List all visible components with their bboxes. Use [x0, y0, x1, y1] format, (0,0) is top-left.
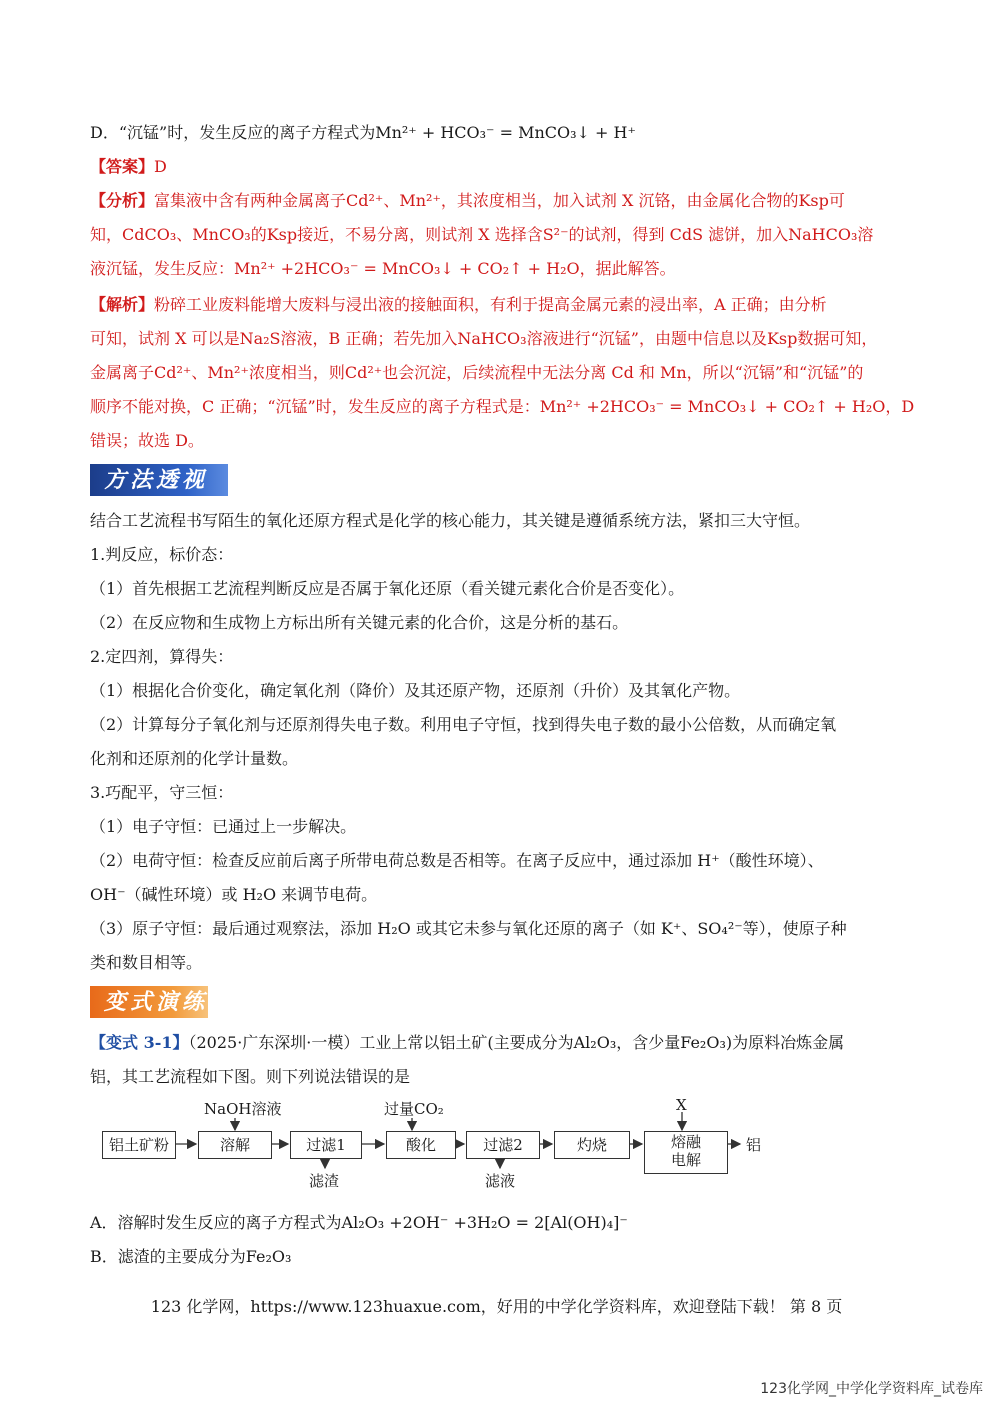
explanation-line-4: 顺序不能对换，C 正确；“沉锰”时，发生反应的离子方程式是：Mn²⁺ +2HCO₃⁻ = MnCO₃↓ + CO₂↑ + H₂O，D: [90, 397, 915, 416]
method-step-2-1: （1）根据化合价变化，确定氧化剂（降价）及其还原产物，还原剂（升价）及其氧化产物。: [90, 681, 741, 700]
naoh-label: NaOH溶液: [204, 1100, 282, 1118]
method-step-1-1: （1）首先根据工艺流程判断反应是否属于氧化还原（看关键元素化合价是否变化）。: [90, 579, 685, 598]
flow-box-calcine: 灼烧: [554, 1131, 630, 1159]
question-text-1: （2025·广东深圳·一模）工业上常以铝土矿(主要成分为Al₂O₃，含少量Fe₂O₃)为原料冶炼金属: [188, 1033, 845, 1052]
option-a: A．溶解时发生反应的离子方程式为Al₂O₃ +2OH⁻ +3H₂O = 2[Al(OH)₄]⁻: [90, 1213, 628, 1232]
filtrate-label: 滤液: [485, 1172, 516, 1190]
method-step-3: 3.巧配平，守三恒：: [90, 783, 234, 802]
explanation-line-1: [90, 288, 920, 322]
method-step-1: 1.判反应，标价态：: [90, 545, 234, 564]
method-step-2-2b: 化剂和还原剂的化学计量数。: [90, 749, 299, 768]
explanation-tag: 【解析】: [90, 295, 155, 314]
watermark: 123化学网_中学化学资料库_试卷库: [760, 1381, 983, 1397]
analysis-line-3: 液沉锰，发生反应：Mn²⁺ +2HCO₃⁻ = MnCO₃↓ + CO₂↑ + H₂O，据此解答。: [90, 259, 676, 278]
flow-box-electrolysis-label: 电解: [670, 1151, 701, 1169]
method-step-3-2: （2）电荷守恒：检查反应前后离子所带电荷总数是否相等。在离子反应中，通过添加 H⁺（酸性环境）、: [90, 851, 824, 870]
analysis-line-1: [90, 184, 920, 218]
method-step-3-3b: 类和数目相等。: [90, 953, 203, 972]
practice-banner: 变式演练: [90, 986, 208, 1018]
method-step-3-2b: OH⁻（碱性环境）或 H₂O 来调节电荷。: [90, 885, 378, 904]
flow-box-filter1: 过滤1: [290, 1131, 362, 1159]
method-step-1-2: （2）在反应物和生成物上方标出所有关键元素的化合价，这是分析的基石。: [90, 613, 629, 632]
explanation-text-1: 粉碎工业废料能增大废料与浸出液的接触面积，有利于提高金属元素的浸出率，A 正确；由分析: [154, 295, 827, 314]
option-d-line: D．“沉锰”时，发生反应的离子方程式为Mn²⁺ + HCO₃⁻ = MnCO₃↓ + H⁺: [90, 123, 636, 142]
flow-box-dissolve: 溶解: [198, 1131, 272, 1159]
flow-box-bauxite: 铝土矿粉: [102, 1131, 176, 1159]
analysis-line-2: 知，CdCO₃、MnCO₃的Ksp接近，不易分离，则试剂 X 选择含S²⁻的试剂，得到 CdS 滤饼，加入NaHCO₃溶: [90, 225, 874, 244]
answer-line: [90, 150, 920, 184]
page-footer: 123 化学网，https://www.123huaxue.com，好用的中学化学资料库，欢迎登陆下载！ 第 8 页: [150, 1297, 843, 1316]
question-line-2: 铝，其工艺流程如下图。则下列说法错误的是: [90, 1067, 411, 1086]
residue-label: 滤渣: [309, 1172, 340, 1190]
flow-box-filter2: 过滤2: [466, 1131, 540, 1159]
method-intro: 结合工艺流程书写陌生的氧化还原方程式是化学的核心能力，其关键是遵循系统方法，紧扣三大守恒。: [90, 511, 811, 530]
aluminum-label: 铝: [746, 1136, 762, 1154]
method-step-3-3: （3）原子守恒：最后通过观察法，添加 H₂O 或其它未参与氧化还原的离子（如 K⁺、SO₄²⁻等），使原子种: [90, 919, 847, 938]
flow-box-melt-label: 熔融: [670, 1133, 701, 1151]
x-label: X: [676, 1096, 687, 1114]
flow-box-electrolysis: [644, 1131, 728, 1174]
method-step-3-1: （1）电子守恒：已通过上一步解决。: [90, 817, 357, 836]
option-b: B．滤渣的主要成分为Fe₂O₃: [90, 1247, 292, 1266]
method-step-2: 2.定四剂，算得失：: [90, 647, 234, 666]
analysis-tag: 【分析】: [90, 191, 155, 210]
explanation-line-3: 金属离子Cd²⁺、Mn²⁺浓度相当，则Cd²⁺也会沉淀，后续流程中无法分离 Cd 和 Mn，所以“沉镉”和“沉锰”的: [90, 363, 864, 382]
process-flow-diagram: [100, 1098, 780, 1198]
explanation-line-5: 错误；故选 D。: [90, 431, 204, 450]
question-line-1: [90, 1026, 920, 1060]
co2-label: 过量CO₂: [384, 1100, 444, 1118]
answer-tag: 【答案】: [90, 157, 155, 176]
explanation-line-2: 可知，试剂 X 可以是Na₂S溶液，B 正确；若先加入NaHCO₃溶液进行“沉锰”，由题中信息以及Ksp数据可知，: [90, 329, 878, 348]
analysis-text-1: 富集液中含有两种金属离子Cd²⁺、Mn²⁺，其浓度相当，加入试剂 X 沉铬，由金属化合物的Ksp可: [154, 191, 845, 210]
method-step-2-2: （2）计算每分子氧化剂与还原剂得失电子数。利用电子守恒，找到得失电子数的最小公倍数，从而确定氧: [90, 715, 837, 734]
answer-value: D: [154, 157, 167, 176]
flow-box-acidify: 酸化: [386, 1131, 456, 1159]
method-banner: 方法透视: [90, 464, 228, 496]
question-tag: 【变式 3-1】: [90, 1033, 189, 1052]
